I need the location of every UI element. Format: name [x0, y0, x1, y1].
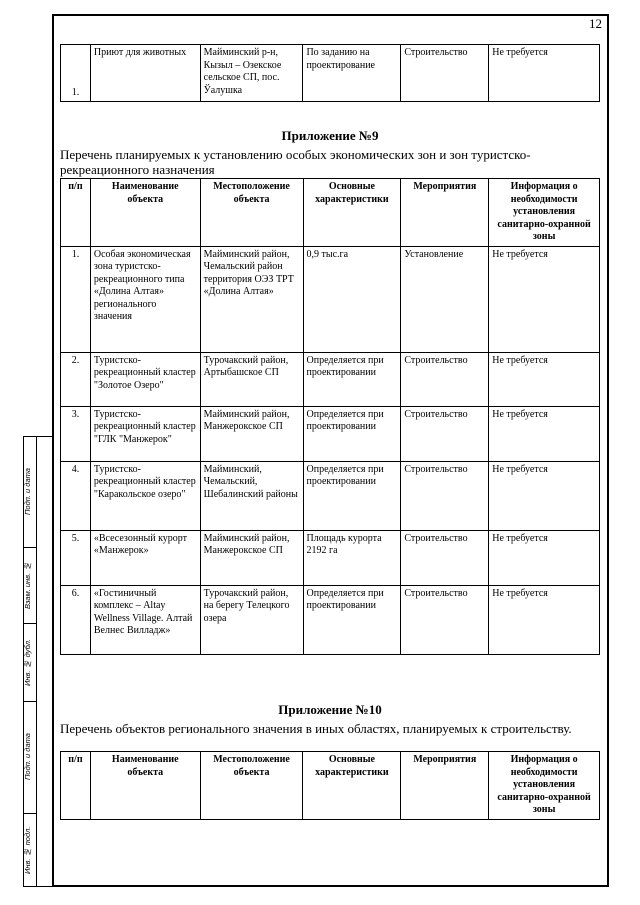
header-cell: Информация о необходимости установления санитарно-охранной зоны [489, 179, 600, 247]
table-row [61, 246, 600, 352]
cell-characteristics: 0,9 тыс.га [303, 246, 401, 352]
cell-num: 1. [61, 45, 91, 102]
header-cell: Основные характеристики [303, 179, 401, 247]
page-number: 12 [589, 16, 602, 31]
header-cell: Информация о необходимости установления санитарно-охранной зоны [489, 752, 600, 820]
side-stamp [23, 436, 54, 887]
header-row [61, 752, 600, 820]
cell-characteristics: Определяется при проектировании [303, 585, 401, 654]
stamp-label: Инв. № дубл. [23, 638, 32, 686]
header-cell: Мероприятия [401, 179, 489, 247]
cell-characteristics: По заданию на проектирование [303, 45, 401, 102]
header-cell: Наименование объекта [90, 752, 200, 820]
header-row [61, 179, 600, 247]
cell-activity: Строительство [401, 352, 489, 406]
table-row [61, 530, 600, 585]
table-row [61, 406, 600, 461]
cell-num: 4. [61, 461, 91, 530]
cell-name: Туристско-рекреационный кластер "Каракольское озеро" [90, 461, 200, 530]
header-cell: Мероприятия [401, 752, 489, 820]
cell-characteristics: Площадь курорта 2192 га [303, 530, 401, 585]
cell-sanitary: Не требуется [489, 461, 600, 530]
cell-location: Майминский, Чемальский, Шебалинский районы [200, 461, 303, 530]
appendix9-description: Перечень планируемых к установлению особых экономических зон и зон туристско- рекреационного назначения [60, 147, 531, 177]
cell-name: Особая экономическая зона туристско-рекреационного типа «Долина Алтая» регионального значения [90, 246, 200, 352]
cell-name: «Гостиничный комплекс – Altay Wellness Village. Алтай Велнес Вилладж» [90, 585, 200, 654]
header-cell: Основные характеристики [303, 752, 401, 820]
cell-activity: Строительство [401, 461, 489, 530]
cell-sanitary: Не требуется [489, 406, 600, 461]
cell-num: 5. [61, 530, 91, 585]
header-cell: п/п [61, 752, 91, 820]
cell-characteristics: Определяется при проектировании [303, 406, 401, 461]
cell-location: Майминский район, Манжерокское СП [200, 406, 303, 461]
header-cell: Наименование объекта [90, 179, 200, 247]
stamp-label: Подп. и дата [23, 733, 32, 781]
cell-num: 2. [61, 352, 91, 406]
cell-characteristics: Определяется при проектировании [303, 352, 401, 406]
cell-sanitary: Не требуется [489, 352, 600, 406]
cell-sanitary: Не требуется [489, 246, 600, 352]
cell-location: Майминский район, Чемальский район территория ОЭЗ ТРТ «Долина Алтая» [200, 246, 303, 352]
table-row [61, 585, 600, 654]
cell-name: Туристско-рекреационный кластер "Золотое Озеро" [90, 352, 200, 406]
appendix9-title: Приложение №9 [281, 128, 379, 143]
table-row [61, 352, 600, 406]
header-cell: Местоположение объекта [200, 179, 303, 247]
stamp-label: Взам. инв. № [23, 561, 32, 609]
cell-characteristics: Определяется при проектировании [303, 461, 401, 530]
cell-num: 3. [61, 406, 91, 461]
cell-name: Приют для животных [90, 45, 200, 102]
cell-sanitary: Не требуется [489, 45, 600, 102]
stamp-label: Инв. № подл. [23, 826, 32, 874]
table-row [61, 45, 600, 102]
cell-sanitary: Не требуется [489, 530, 600, 585]
appendix9-table [60, 178, 600, 655]
cell-activity: Строительство [401, 406, 489, 461]
cell-num: 6. [61, 585, 91, 654]
cell-location: Майминский р-н, Кызыл – Озекское сельское СП, пос. Ўалушка [200, 45, 303, 102]
cell-activity: Строительство [401, 585, 489, 654]
continuation-table [60, 44, 600, 102]
table-row [61, 461, 600, 530]
cell-sanitary: Не требуется [489, 585, 600, 654]
cell-activity: Строительство [401, 530, 489, 585]
cell-activity: Строительство [401, 45, 489, 102]
appendix10-table [60, 751, 600, 820]
stamp-label: Подп. и дата [23, 468, 32, 516]
cell-location: Майминский район, Манжерокское СП [200, 530, 303, 585]
header-cell: п/п [61, 179, 91, 247]
cell-num: 1. [61, 246, 91, 352]
cell-name: «Всесезонный курорт «Манжерок» [90, 530, 200, 585]
header-cell: Местоположение объекта [200, 752, 303, 820]
cell-location: Турочакский район, Артыбашское СП [200, 352, 303, 406]
cell-name: Туристско-рекреационный кластер "ГЛК "Манжерок" [90, 406, 200, 461]
cell-location: Турочакский район, на берегу Телецкого озера [200, 585, 303, 654]
appendix10-title: Приложение №10 [278, 702, 382, 717]
cell-activity: Установление [401, 246, 489, 352]
appendix10-description: Перечень объектов регионального значения в иных областях, планируемых к строительству. [60, 721, 572, 736]
